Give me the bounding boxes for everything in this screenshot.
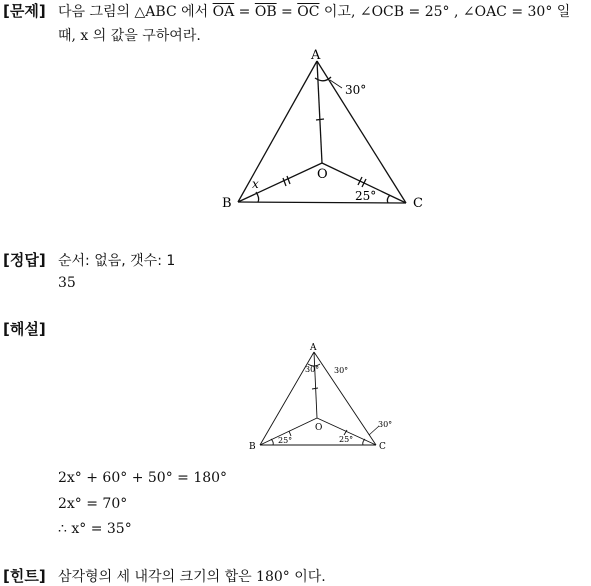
angle-arc-c [387,195,390,203]
vertex-b-label: B [222,196,232,211]
problem-text-prefix: 다음 그림의 △ABC 에서 [58,4,213,20]
sol-vertex-a-label: A [310,343,317,353]
answer-label: [정답] [3,251,46,269]
sol-angle-c-outer-label: 30° [378,420,393,429]
hint-text: 삼각형의 세 내각의 크기의 합은 180° 이다. [58,569,326,585]
equals-2: = [276,4,298,20]
answer-value: 35 [58,275,76,291]
problem-line-1 [58,1,570,21]
segment-oa-line [317,61,322,163]
sol-vertex-b-label: B [249,442,256,452]
tick-mark-oa [316,119,324,120]
problem-line-2: 때, x 의 값을 구하여라. [58,28,201,44]
segment-oc: $\overline{OC}$ [297,4,320,20]
vertex-a-label: A [311,48,321,63]
vertex-o-label: O [317,167,328,182]
solution-triangle-figure [245,338,405,456]
segment-oa: $\overline{OA}$ [212,4,235,20]
edge-bc [238,202,406,203]
edge-ab [238,61,317,202]
tick-mark-ob-2 [287,176,290,184]
answer-line-1: 순서: 없음, 갯수: 1 [58,253,176,269]
angle-arc-b [256,192,259,202]
problem-triangle-figure [210,46,430,216]
solution-equation-3: ∴ x° = 35° [58,521,132,537]
segment-ob-line [238,163,322,202]
sol-angle-arc-c [363,439,365,445]
angle-c-label: 25° [355,189,377,203]
sol-tick-oa [312,388,318,389]
solution-label: [해설] [3,320,46,338]
tick-mark-ob-1 [283,178,286,186]
sol-angle-c-inner-label: 25° [339,435,354,444]
vertex-c-label: C [413,196,423,211]
sol-angle-a-right-label: 30° [334,366,349,375]
equals-1: = [234,4,255,20]
solution-equation-1: 2x° + 60° + 50° = 180° [58,470,228,486]
hint-label: [힌트] [3,567,46,585]
angle-b-label: x [252,177,259,191]
sol-angle-a-left-label: 30° [305,365,320,374]
angle-a-label: 30° [345,83,367,97]
segment-ob: $\overline{OB}$ [254,4,277,20]
sol-vertex-c-label: C [379,442,386,452]
sol-vertex-o-label: O [315,423,323,433]
sol-angle-b-label: 25° [278,436,293,445]
sol-segment-oa [314,352,317,418]
problem-text-suffix: 이고, ∠OCB = 25° , ∠OAC = 30° 일 [319,4,571,20]
sol-angle-arc-b [271,439,273,445]
solution-equation-2: 2x° = 70° [58,496,128,512]
problem-label: [문제] [3,2,46,20]
